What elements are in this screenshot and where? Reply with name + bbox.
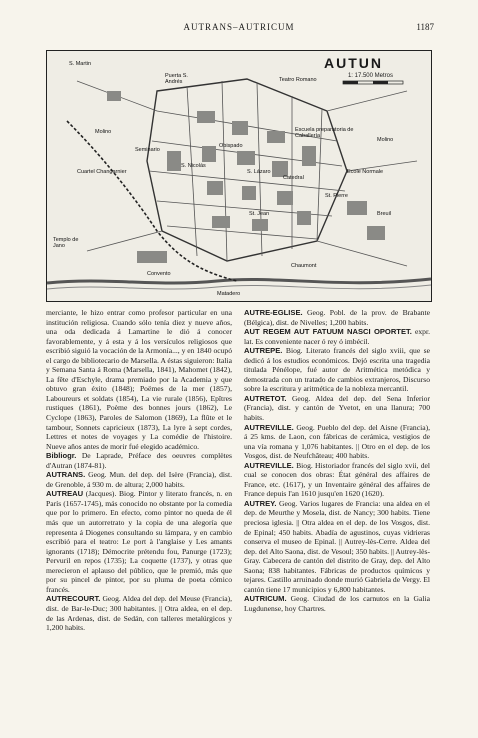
page-header [0, 20, 478, 36]
map-label-s-lazaro: S. Lázaro [247, 169, 271, 175]
map-label-matadero: Matadero [217, 291, 241, 297]
map-label-breuil: Breuil [377, 211, 392, 217]
map-label-st-jean: St. Jean [249, 211, 270, 217]
entry-autreville-geog: AUTREVILLE. Geog. Pueblo del dep. del Aisne (Francia), á 25 kms. de Laon, con fábricas de cerámica, vestigios de una vía romana y 1,076 habitantes. || Otro en el dep. de los Vosgos, dist. de Neufchâteau; 400 habits. [244, 422, 430, 461]
map-title: AUTUN [324, 55, 383, 71]
entry-autre-eglise: AUTRE-EGLISE. Geog. Pobl. de la prov. de Brabante (Bélgica), dist. de Nivelles; 1,200 habits. [244, 308, 430, 327]
entry-autricum: AUTRICUM. Geog. Ciudad de los carnutos en la Galia Lugdunense, hoy Chartres. [244, 594, 430, 613]
map-label-s-nicolas: S. Nicolás [181, 163, 206, 169]
map-label-puerta-s-andres: Puerta S. Andrés [165, 73, 188, 85]
map-label-st-pierre: St. Pierre [325, 193, 348, 199]
city-map [46, 50, 432, 302]
entry-aut-regem: AUT REGEM AUT FATUUM NASCI OPORTET. expr. lat. Es conveniente nacer ó rey ó imbécil. [244, 327, 430, 346]
page-number: 1187 [416, 22, 434, 32]
map-label-escuela-preparatoria: Escuela preparatoria de Caballería [295, 127, 354, 139]
entry-autreau: AUTREAU (Jacques). Biog. Pintor y literato francés, n. en París (1657-1745), más conocido no obstante por la comedia que por lo primero. En efecto, como pintor no queda de él más que un autorretrato y la copia de una alegoría que representa á Diogenes consultando su lámpara, y en cambio escribió para el teatro: Le port à l'anglaise y Les amants ignorants (1718); Démocrite prétendu fou, Panurge (1723); Pervuril en repos (1735); La coquette (1737), y otras que merecieron el aplauso del público, que le premió, más que por su pincel de pintor, por su pluma de poeta cómico francés. [46, 489, 232, 594]
map-label-molino-2: Molino [377, 137, 394, 143]
entry-autrepe: AUTREPE. Biog. Literato francés del siglo xviii, que se dedicó á los estudios económicos. Dejó escrita una tragedia titulada Pénélope, fué autor de Aritmética metódica y demostrada con un tratado de cambios extranjeros, Discurso sobre la escritura y aritmética de la nobleza mercantil. [244, 346, 430, 394]
map-label-obispado: Obispado [219, 143, 243, 149]
map-label-cuartel-changarnier: Cuartel Changarnier [77, 169, 127, 175]
entry-autrecourt: AUTRECOURT. Geog. Aldea del dep. del Meuse (Francia), dist. de Bar-le-Duc; 300 habitantes. || Otra aldea, en el dep. de las Ardenas, dist. de Sedán, con talleres metalúrgicos y 1,200 habits. [46, 594, 233, 633]
map-label-s-martin: S. Martin [69, 61, 92, 67]
map-label-seminario: Seminario [135, 147, 160, 153]
entry-bibliogr: Bibliogr. De Laprade, Préface des oeuvres complètes d'Autran (1874-81). [46, 451, 232, 470]
map-label-chaumont: Chaumont [291, 263, 317, 269]
entry-autreville-biog: AUTREVILLE. Biog. Historiador francés del siglo xvii, del cual se conocen dos obras: État général des affaires de France, etc. (1617), y un Inventaire général des affaires de France depuis l'an 1610 jusqu'en 1620 (1620). [244, 460, 430, 499]
entry-autrey: AUTREY. Geog. Varios lugares de Francia: una aldea en el dep. de Meurthe y Mosela, dist. de Nancy; 300 habits. Tiene preciosa iglesia. || Otra aldea en el dep. de los Vosgos, dist. de Epinal; 450 habits. Abadía de agustinos, cuyas vidrieras conserva el museo de Epinal. || Autrey-lès-Cerre. Aldea del dep. del Alto Saona, dist. de Vesoul; 350 habits. || Autrey-lès-Gray. Cabecera de cantón del distrito de Gray, dep. del Alto Saona; 838 habitantes. Fábricas de productos químicos y tejares. Castillo arruinado donde murió Gabriela de Vergy. El cantón tiene 17 municipios y 6,800 habitantes. [244, 498, 431, 594]
map-drawing [47, 51, 431, 301]
entry-autretot: AUTRETOT. Geog. Aldea del dep. del Sena Inferior (Francia), dist. y cantón de Yvetot, en una llanura; 700 habits. [244, 393, 430, 423]
map-label-teatro-romano: Teatro Romano [279, 77, 317, 83]
map-label-ecole-normale: Ecole Normale [347, 169, 384, 175]
entry-autrans: AUTRANS. Geog. Mun. del dep. del Isère (Francia), dist. de Grenoble, á 930 m. de altura; 2,000 habits. [46, 470, 232, 489]
map-label-molino-1: Molino [95, 129, 112, 135]
map-label-templo-jano: Templo de Jano [53, 237, 79, 249]
map-label-catedral: Catedral [283, 175, 304, 181]
running-title: AUTRANS–AUTRICUM [183, 22, 295, 32]
right-column [244, 308, 430, 614]
entry-autran-continued: merciante, le hizo entrar como profesor particular en una institución religiosa. Cuando sólo tenía diez y nueve años, una oda dedicada á Lamartine le dió á conocer favorablemente, y á esta y á los versículos religiosos que escribió siguió la vocación de la Armonía..., y en 1840 ocupó el cargo de bibliotecario de Marsella. A éstas siguieron: Italia y Semana Santa á Roma (Marsella, 1841), Mahomet (1842), La fête d'Eschyle, drama premiado por la Academia y que obtuvo gran éxito (1848); Poëmes de la mer (1857), Laboureurs et soldats (1854), La vie rurale (1856), Epîtres rustiques (1861), Poème des bonnes jours (1862), Le Cyclope (1863), Paroles de Salomon (1869), La flûte et le tambour, Sonnets capricieux (1873), La lyre à sept cordes, Lettres et notes de voyages y La comédie de l'histoire. Nueve años antes de morir fué elegido académico. [46, 308, 233, 451]
left-column [46, 308, 232, 633]
map-scale: 1: 17.500 Metros [347, 73, 393, 79]
map-label-convento: Convento [147, 271, 171, 277]
